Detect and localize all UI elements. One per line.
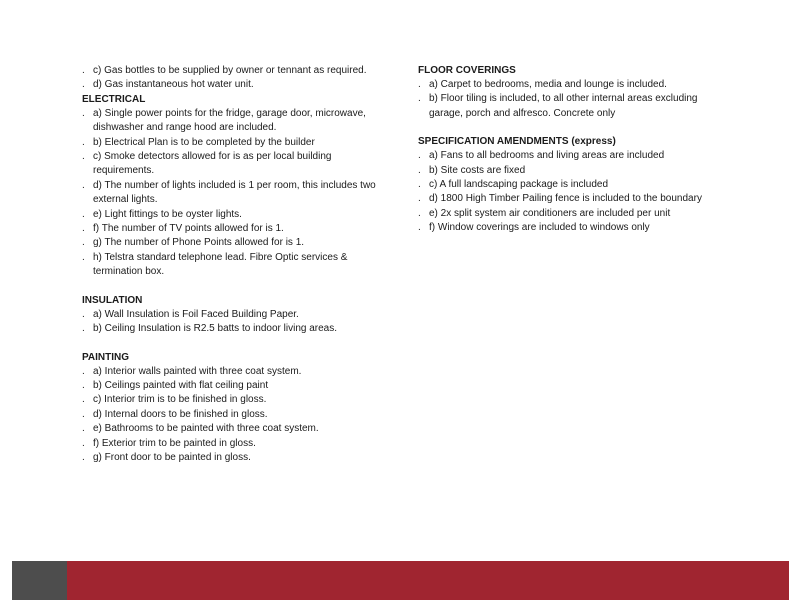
bullet: . (418, 93, 421, 105)
specification-amendments-section (418, 135, 718, 235)
list-item (82, 179, 382, 208)
list-item-text: d) Internal doors to be finished in gloss. (93, 408, 268, 420)
list-item-text: d) 1800 High Timber Pailing fence is included to the boundary (429, 193, 702, 205)
bullet: . (82, 79, 85, 91)
painting-items-list (82, 365, 382, 466)
list-item (82, 222, 382, 236)
bullet: . (418, 222, 421, 234)
list-item (82, 322, 382, 336)
bullet: . (418, 150, 421, 162)
bullet: . (82, 408, 85, 420)
list-item-text: a) Carpet to bedrooms, media and lounge is included. (429, 79, 667, 90)
bullet: . (82, 365, 85, 377)
list-item-text: a) Fans to all bedrooms and living areas are included (429, 150, 665, 162)
list-item (82, 451, 382, 465)
section-heading-electrical: ELECTRICAL (82, 93, 146, 105)
bullet: . (82, 237, 85, 249)
list-item (82, 437, 382, 451)
section-heading-specification-amendments: SPECIFICATION AMENDMENTS (express) (418, 136, 616, 148)
list-item-text: e) Bathrooms to be painted with three coat system. (93, 423, 319, 435)
list-item (418, 178, 718, 192)
bullet: . (82, 151, 85, 163)
list-item (82, 365, 382, 379)
specification-amendments-items-list (418, 149, 718, 235)
bullet: . (418, 79, 421, 90)
list-item (418, 192, 718, 206)
list-item (82, 379, 382, 393)
list-item (418, 164, 718, 178)
footer-bar (12, 561, 789, 600)
electrical-section (82, 93, 382, 280)
list-item (82, 150, 382, 179)
bullet: . (418, 193, 421, 205)
gas-items-list (82, 64, 382, 93)
list-item-text: e) 2x split system air conditioners are included per unit (429, 207, 671, 219)
list-item-text: b) Electrical Plan is to be completed by the builder (93, 136, 315, 148)
bullet: . (82, 107, 85, 119)
left-column (82, 64, 382, 479)
section-heading-floor-coverings: FLOOR COVERINGS (418, 65, 516, 76)
list-item (82, 64, 382, 78)
list-item (418, 78, 718, 92)
list-item-text: a) Wall Insulation is Foil Faced Building Paper. (93, 308, 299, 320)
bullet: . (82, 251, 85, 263)
floor-coverings-items-list (418, 78, 718, 121)
list-item-text: f) Exterior trim to be painted in gloss. (93, 437, 256, 449)
footer-side-block (12, 561, 67, 600)
list-item-text: g) Front door to be painted in gloss. (93, 451, 251, 463)
painting-section (82, 351, 382, 466)
list-item-text: c) Interior trim is to be finished in gloss. (93, 394, 267, 406)
bullet: . (82, 379, 85, 391)
list-item (82, 408, 382, 422)
list-item-text: c) Gas bottles to be supplied by owner or tennant as required. (93, 65, 367, 76)
list-item (82, 393, 382, 407)
list-item-text: b) Ceiling Insulation is R2.5 batts to indoor living areas. (93, 323, 338, 335)
list-item (82, 308, 382, 322)
right-column (418, 64, 718, 250)
list-item-text: f) Window coverings are included to windows only (429, 222, 650, 234)
list-item-text: e) Light fittings to be oyster lights. (93, 208, 242, 220)
bullet: . (82, 136, 85, 148)
bullet: . (418, 207, 421, 219)
list-item (418, 207, 718, 221)
list-item (82, 251, 382, 280)
list-item-text: c) Smoke detectors allowed for is as per local building requirements. (93, 151, 332, 177)
electrical-items-list (82, 107, 382, 280)
list-item (82, 422, 382, 436)
list-item-text: b) Site costs are fixed (429, 164, 526, 176)
bullet: . (82, 65, 85, 76)
list-item-text: g) The number of Phone Points allowed for is 1. (93, 237, 305, 249)
insulation-section (82, 294, 382, 337)
bullet: . (418, 164, 421, 176)
bullet: . (82, 394, 85, 406)
list-item-text: f) The number of TV points allowed for is 1. (93, 223, 284, 235)
floor-coverings-section (418, 64, 718, 121)
list-item (418, 149, 718, 163)
list-item-text: a) Single power points for the fridge, garage door, microwave, dishwasher and range hood are included. (93, 107, 366, 134)
bullet: . (82, 423, 85, 435)
list-item-text: b) Ceilings painted with flat ceiling paint (93, 379, 269, 391)
list-item-text: c) A full landscaping package is included (429, 179, 609, 191)
list-item (418, 221, 718, 235)
list-item (82, 107, 382, 136)
bullet: . (82, 223, 85, 235)
section-heading-insulation: INSULATION (82, 294, 143, 306)
bullet: . (82, 308, 85, 320)
list-item (82, 236, 382, 250)
bullet: . (82, 437, 85, 449)
list-item (82, 78, 382, 92)
list-item-text: d) The number of lights included is 1 per room, this includes two external lights. (93, 179, 376, 206)
list-item (82, 208, 382, 222)
list-item-text: b) Floor tiling is included, to all other internal areas excluding garage, porch and alfresco. Concrete only (429, 93, 698, 119)
list-item (418, 92, 718, 121)
list-item (82, 136, 382, 150)
insulation-items-list (82, 308, 382, 337)
bullet: . (82, 208, 85, 220)
bullet: . (82, 451, 85, 463)
list-item-text: a) Interior walls painted with three coat system. (93, 365, 302, 377)
bullet: . (82, 179, 85, 191)
bullet: . (418, 179, 421, 191)
list-item-text: h) Telstra standard telephone lead. Fibre Optic services & termination box. (93, 251, 348, 278)
bullet: . (82, 323, 85, 335)
list-item-text: d) Gas instantaneous hot water unit. (93, 79, 254, 91)
section-heading-painting: PAINTING (82, 351, 130, 363)
